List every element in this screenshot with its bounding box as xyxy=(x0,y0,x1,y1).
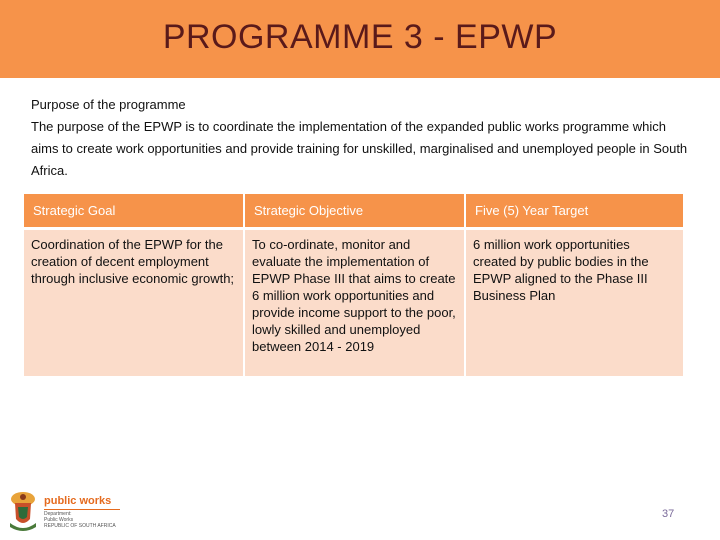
table-row xyxy=(24,230,683,376)
cell-strategic-goal: Coordination of the EPWP for the creation of decent employment through inclusive economic growth; xyxy=(24,230,243,376)
page-number: 37 xyxy=(662,508,675,520)
cell-strategic-objective: To co-ordinate, monitor and evaluate the implementation of EPWP Phase III that aims to create 6 million work opportunities and provide income support to the poor, lowly skilled and unemployed between 2014 - 2019 xyxy=(245,230,464,376)
title-bar xyxy=(0,0,720,78)
purpose-section xyxy=(31,94,691,182)
header-five-year-target: Five (5) Year Target xyxy=(466,194,683,230)
header-strategic-goal: Strategic Goal xyxy=(24,194,243,230)
table-header-row xyxy=(24,194,683,230)
page-title: PROGRAMME 3 - EPWP xyxy=(162,17,558,56)
public-works-logo xyxy=(6,488,124,536)
header-strategic-objective: Strategic Objective xyxy=(245,194,464,230)
logo-main-text: public works xyxy=(44,495,112,507)
logo-sub2: Public Works xyxy=(44,517,74,523)
purpose-text: The purpose of the EPWP is to coordinate the implementation of the expanded public works programme which aims to create work opportunities and provide training for unskilled, marginalised and unemployed people in South Africa. xyxy=(31,119,688,178)
logo-sub3: REPUBLIC OF SOUTH AFRICA xyxy=(44,523,116,529)
logo-sub1: Department: xyxy=(44,511,72,517)
strategic-table xyxy=(22,194,685,376)
coat-of-arms-icon xyxy=(6,489,40,535)
cell-five-year-target: 6 million work opportunities created by public bodies in the EPWP aligned to the Phase III Business Plan xyxy=(466,230,683,376)
purpose-heading: Purpose of the programme xyxy=(31,97,186,112)
